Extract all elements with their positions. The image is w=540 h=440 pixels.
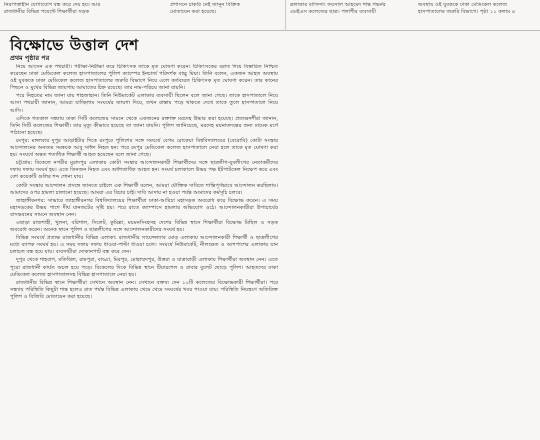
article-paragraph: নিয়ে আসেন এক পথচারী। পরীক্ষা-নিরীক্ষা করে চিকিৎসক তাকে মৃত ঘোষণা করেন। চিকিৎসকের বরাত দিয়ে বিস্তারিত নিশ্চিত করেছেন ঢাকা মেডিকেল কলেজ হাসপাতালের পুলিশ ক্যাম্পের ইনচার্জ পরিদর্শক বাচ্চু মিয়া। তিনি বলেন, একজন আহত অবস্থায় ওই যুবককে ঢাকা মেডিকেল কলেজ হাসপাতালের জরুরি বিভাগে নিয়ে এলে কর্তব্যরত চিকিৎসক মৃত ঘোষণা করেন। তার কানের পিছনে ও মুখের বিভিন্ন জায়গায় আঘাতের চিহ্ন রয়েছে। তার নাম-পরিচয় জানা যায়নি।: [10, 64, 278, 92]
strip-line: এমইএস কলেজের ছাত্র। পলাশীর ব্যবসায়ী: [290, 9, 377, 15]
strip-line: প্রশাসনে চাকরি নেই জানুন বিক্রিক: [170, 2, 240, 8]
article-paragraph: দুপুর থেকে শাহবাগ, মতিঝিল, রামপুরা, বাড্ডা, মিরপুর, মোহাম্মদপুর, উত্তরা ও যাত্রাবাড়ী এলাকায় শিক্ষার্থীরা অবস্থান নেন। এতে পুরো রাজধানী কার্যত অচল হয়ে পড়ে। বিকেলের দিকে বিভিন্ন স্থানে টিয়ারশেল ও রাবার বুলেট ছোড়ে পুলিশ। আহতদের ঢাকা মেডিকেল কলেজ হাসপাতালসহ বিভিন্ন হাসপাতালে নেয়া হয়।: [10, 257, 278, 278]
column-divider: [285, 0, 286, 30]
article-paragraph: রংপুর: মঙ্গলবার দুপুর আড়াইটার দিকে রংপুরে পুলিশের সঙ্গে সংঘর্ষে বেগম রোকেয়া বিশ্ববিদ্যালয়ের (বেরোবি) কোটা সংস্কার আন্দোলনের অন্যতম সমন্বয়ক আবু সাঈদ নিহত হন। পরে রংপুর মেডিকেল কলেজ হাসপাতালে নেয়া হলে তাকে মৃত ঘোষণা করা হয়। সংঘর্ষে অন্তত শতাধিক শিক্ষার্থী আহত হয়েছেন বলে জানা গেছে।: [10, 137, 278, 159]
previous-page-strip: [0, 0, 540, 30]
article-body: [10, 64, 278, 434]
strip-line: ত্রলাকার বাসিন্দা। ফয়সাল আহমেদ শান্ত গভর্নর: [290, 2, 386, 8]
article-paragraph: এছাড়া রাজশাহী, খুলনা, বরিশাল, সিলেট, কুমিল্লা, ময়মনসিংহসহ দেশের বিভিন্ন স্থানে শিক্ষার্থীরা বিক্ষোভ মিছিল ও সড়ক অবরোধ করেন। অনেক স্থানে পুলিশ ও ছাত্রলীগের সঙ্গে আন্দোলনকারীদের সংঘর্ষ হয়।: [10, 219, 278, 234]
blank-margin: [285, 31, 540, 440]
article-paragraph: পরে নিহতের নাম জানা যায় শাহজাহান। তিনি নিউমার্কেট এলাকার ব্যবসায়ী ছিলেন বলে জানা গেছে। তাকে হাসপাতালে নিয়ে আসা পথচারী জানান, আমরা যাচ্ছিলাম সংঘর্ষের জায়গা দিয়ে, তখন রাস্তায় পড়ে থাকতে দেখে তাকে তুলে হাসপাতালে নিয়ে আসি।: [10, 93, 278, 114]
article-kicker: প্রথম পৃষ্ঠার পর: [10, 54, 50, 62]
article-paragraph: এদিকে গতকাল সন্ধ্যায় ঢাকা সিটি কলেজের সামনে থেকে একজনের রক্তাক্ত মরদেহ উদ্ধার করা হয়েছে। প্রত্যক্ষদর্শীরা জানান, তিনি সিটি কলেজের শিক্ষার্থী। তার মৃত্যু কীভাবে হয়েছে তা জানা যায়নি। পুলিশ জানিয়েছে, মরদেহ ময়নাতদন্তের জন্য ঢামেক মর্গে পাঠানো হয়েছে।: [10, 115, 278, 136]
strip-fragment-right: [418, 2, 538, 16]
strip-line: নিরাপত্তাহীন যোগাযোগ বন্ধ করে দেয় হয়। আর: [4, 2, 101, 8]
strip-line: মোতায়েন করা হয়েছে।: [170, 9, 217, 15]
article-headline: বিক্ষোভে উত্তাল দেশ: [10, 36, 139, 54]
strip-fragment-mid2: [170, 2, 282, 16]
strip-fragment-left: [4, 2, 134, 16]
strip-line: অবস্থায় ওই যুবককে ঢাকা মেডিকেল কলেজ: [418, 2, 508, 8]
article-paragraph: বিভিন্ন সংঘর্ষে প্রত্যক্ষ রাজধানীর বিভিন্ন এলাকা: রাজধানীর সায়েন্সল্যাব মোড় এলাকায় আন্দোলনকারী শিক্ষার্থী ও ছাত্রলীগের মধ্যে ব্যাপক সংঘর্ষ হয়। এ সময় দফায় দফায় ধাওয়া-পাল্টা ধাওয়া চলে। সংঘর্ষে নিউমার্কেট, নীলক্ষেত ও আশপাশের এলাকায় যান চলাচল বন্ধ হয়ে যায়। ব্যবসায়ীরা দোকানপাট বন্ধ করে দেন।: [10, 235, 278, 256]
strip-line: হাসপাতালের জরুরি বিভাগে। পৃষ্ঠা ১১ কলাম ৪: [418, 9, 516, 15]
strip-line: রাজধানীর বিভিন্ন পয়েন্টে শিক্ষার্থীরা সড়ক: [4, 9, 90, 15]
article-paragraph: রাজধানীর বিভিন্ন স্থানে শিক্ষার্থীরা সেখানে অবস্থান নেন। সেখানে বক্তব্য দেন ১০টি কলেজের বিক্ষোভকারী শিক্ষার্থীরা। পরে সন্ধ্যায় পরিস্থিতি কিছুটা শান্ত হলেও রাত পর্যন্ত বিভিন্ন এলাকায় থেমে থেমে সংঘর্ষের খবর পাওয়া যায়। পরিস্থিতি নিয়ন্ত্রণে অতিরিক্ত পুলিশ ও বিজিবি মোতায়েন করা হয়েছে।: [10, 279, 278, 300]
article-paragraph: জাহাঙ্গীরনগর: সাভারে জাহাঙ্গীরনগর বিশ্ববিদ্যালয়ের শিক্ষার্থীরা ঢাকা-আরিচা মহাসড়ক অবরোধ করে বিক্ষোভ করেন। এ সময় মহাসড়কের উভয় পাশে দীর্ঘ যানজটের সৃষ্টি হয়। পরে রাতে ক্যাম্পাসে হামলার অভিযোগ ওঠে। আন্দোলনকারীরা উপাচার্যের বাসভবনের সামনে অবস্থান নেন।: [10, 197, 278, 218]
article-paragraph: চট্টগ্রাম: বিকেলে নগরীর মুরাদপুর এলাকায় কোটা সংস্কার আন্দোলনকারী শিক্ষার্থীদের সঙ্গে ছাত্রলীগ-যুবলীগের নেতাকর্মীদের দফায় দফায় সংঘর্ষ হয়। এতে তিনজন নিহত এবং অর্ধশতাধিক আহত হন। সংঘর্ষ চলাকালে উভয় পক্ষ ইটপাটকেল নিক্ষেপ করে এবং বেশ কয়েকটি গুলির শব্দ শোনা যায়।: [10, 160, 278, 181]
article-paragraph: কোটা সংস্কার আন্দোলন প্রসঙ্গে জানতে চাইলে এক শিক্ষার্থী বলেন, আমরা যৌক্তিক দাবিতে শান্তিপূর্ণভাবে আন্দোলন করছিলাম। আমাদের ওপর হামলা চালানো হয়েছে। আমরা এর বিচার চাই। দাবি আদায় না হওয়া পর্যন্ত আমাদের কর্মসূচি চলবে।: [10, 182, 278, 196]
strip-fragment-middle: [290, 2, 410, 16]
